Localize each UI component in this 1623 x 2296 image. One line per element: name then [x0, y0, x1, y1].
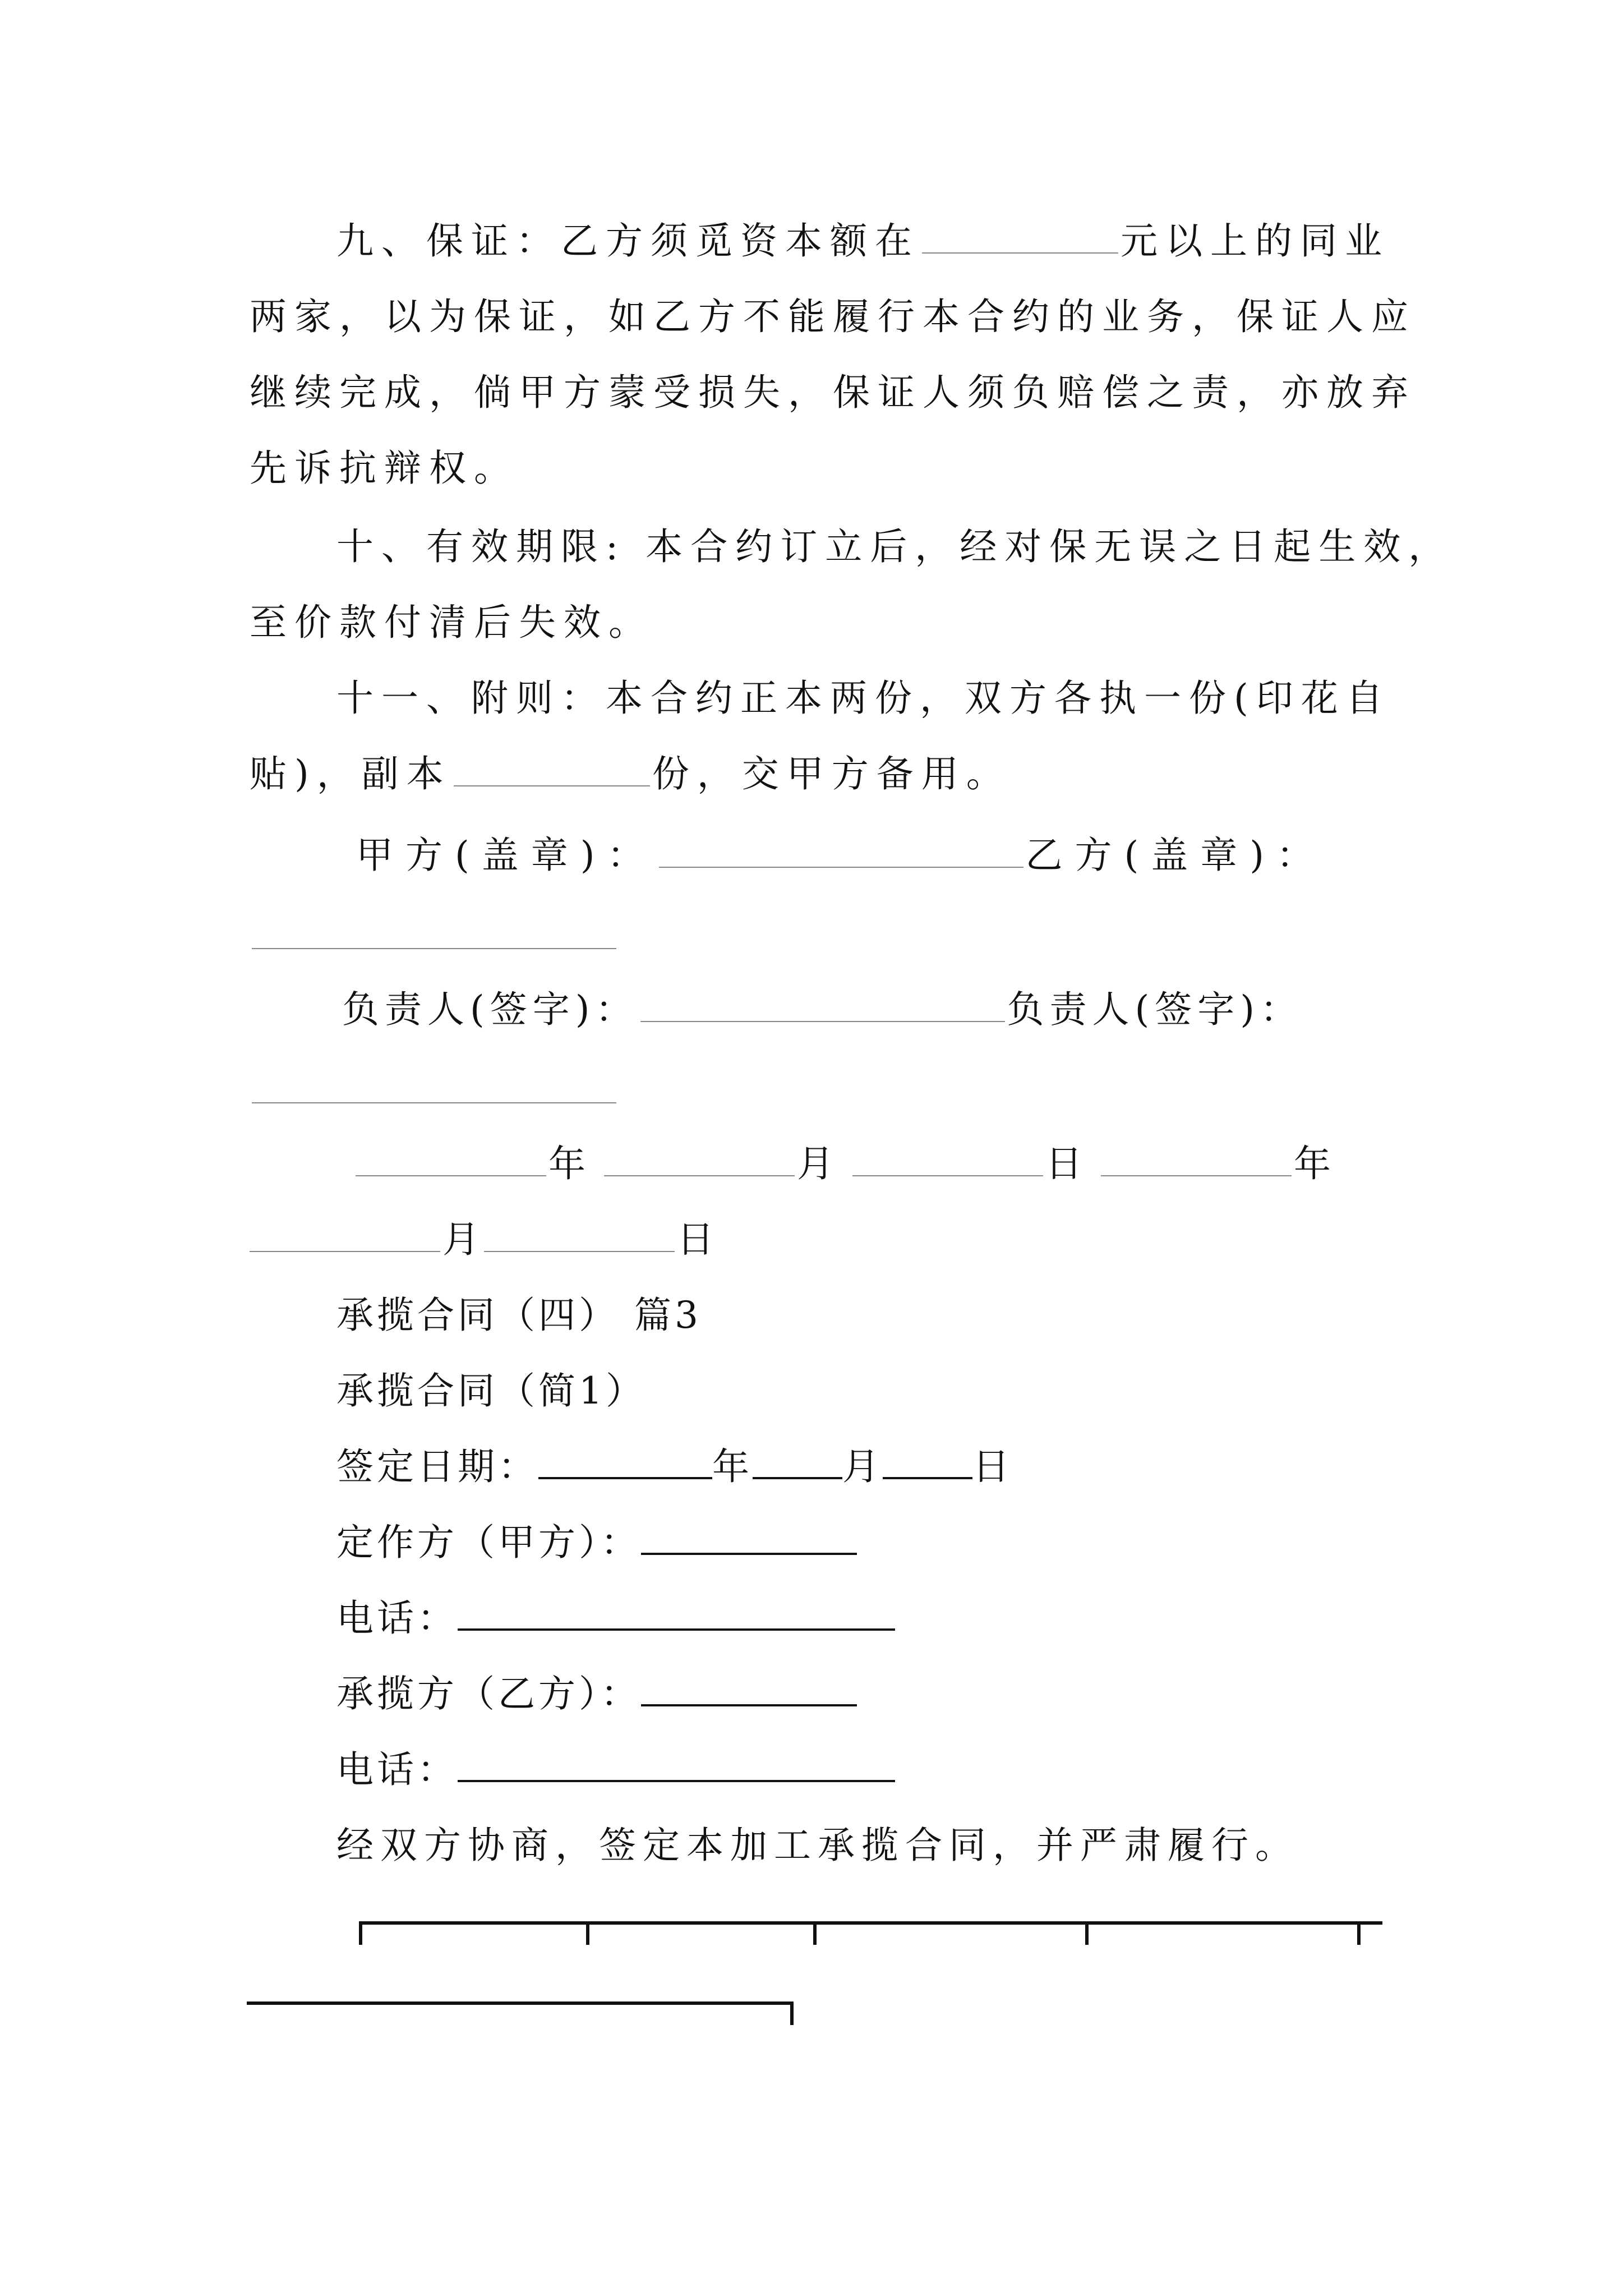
- table-row-right-tick: [790, 2001, 794, 2025]
- table-col-tick-4: [1357, 1921, 1361, 1945]
- sign-date-label: 签定日期：: [336, 1445, 538, 1488]
- seal-line: [356, 830, 1489, 881]
- day-b-blank[interactable]: [484, 1217, 675, 1252]
- party-a-seal-blank[interactable]: [659, 833, 1023, 868]
- clause-11-line-2: [250, 749, 1382, 799]
- sign-day-blank[interactable]: [883, 1443, 972, 1479]
- day-a-blank[interactable]: [852, 1142, 1043, 1176]
- year-b-blank[interactable]: [1101, 1142, 1292, 1176]
- agreement-text: 经双方协商，签定本加工承揽合同，并严肃履行。: [336, 1824, 1299, 1867]
- contractor-blank[interactable]: [641, 1671, 857, 1706]
- clause-11-line-1: 十一、附则：本合约正本两份，双方各执一份(印花自: [336, 677, 1391, 720]
- clause-9-text: 九、保证：乙方须觅资本额在: [336, 219, 920, 263]
- owner-row: [336, 1517, 1469, 1568]
- capital-amount-blank[interactable]: [922, 219, 1118, 254]
- contractor-row: [336, 1669, 1469, 1719]
- contractor-label: 承揽方（乙方）：: [336, 1672, 641, 1715]
- table-col-tick-2: [813, 1921, 817, 1945]
- clause-9-text-cont: 元以上的同业: [1121, 219, 1390, 263]
- principal-a-blank[interactable]: [640, 987, 1005, 1022]
- party-b-seal-blank[interactable]: [252, 914, 616, 949]
- year-a-label: 年: [548, 1142, 588, 1185]
- contractor-phone-row: [336, 1745, 1469, 1795]
- sign-year-blank[interactable]: [538, 1443, 712, 1479]
- principal-line: [342, 984, 1475, 1035]
- sign-date-row: [336, 1442, 1469, 1492]
- year-a-blank[interactable]: [356, 1142, 546, 1176]
- copies-count-blank[interactable]: [454, 752, 650, 786]
- year-b-label: 年: [1293, 1142, 1333, 1185]
- clause-9-line-2: 两家，以为保证，如乙方不能履行本合约的业务，保证人应: [250, 295, 1416, 338]
- clause-10-line-1: 十、有效期限: 本合约订立后，经对保无误之日起生效，: [336, 525, 1454, 568]
- table-col-tick-1: [586, 1921, 589, 1945]
- section-heading: 承揽合同（四） 篇3: [336, 1294, 702, 1337]
- month-b-label: 月: [442, 1218, 482, 1261]
- owner-phone-label: 电话：: [336, 1596, 458, 1640]
- table-row-border: [247, 2001, 794, 2005]
- contractor-phone-label: 电话：: [336, 1748, 458, 1791]
- table-col-tick-3: [1085, 1921, 1089, 1945]
- owner-label: 定作方（甲方）：: [336, 1521, 641, 1564]
- clause-11-text-cont: 份，交甲方备用。: [652, 752, 1011, 795]
- table-top-border: [359, 1921, 1382, 1925]
- owner-phone-blank[interactable]: [458, 1595, 895, 1631]
- owner-phone-row: [336, 1593, 1469, 1644]
- party-a-seal-label: 甲方(盖章)：: [356, 834, 657, 877]
- clause-11-text: 贴)，副本: [250, 752, 451, 795]
- sign-month-label: 月: [842, 1445, 883, 1488]
- principal-b-blank[interactable]: [252, 1069, 616, 1103]
- principal-a-label: 负责人(签字)：: [342, 988, 638, 1031]
- day-b-label: 日: [677, 1218, 716, 1261]
- party-b-seal-label: 乙方(盖章)：: [1025, 834, 1326, 877]
- date-line-1: [353, 1139, 1486, 1189]
- sign-year-label: 年: [712, 1445, 753, 1488]
- sign-month-blank[interactable]: [753, 1443, 842, 1479]
- clause-9-line-4: 先诉抗辩权。: [250, 447, 519, 490]
- sign-day-label: 日: [972, 1445, 1013, 1488]
- owner-blank[interactable]: [641, 1519, 857, 1555]
- month-a-blank[interactable]: [604, 1142, 795, 1176]
- date-line-2: [250, 1214, 1382, 1265]
- clause-10-line-2: 至价款付清后失效。: [250, 601, 653, 644]
- month-b-blank[interactable]: [250, 1217, 440, 1252]
- section-subtitle: 承揽合同（简1）: [336, 1369, 646, 1412]
- contractor-phone-blank[interactable]: [458, 1746, 895, 1782]
- principal-b-label: 负责人(签字)：: [1007, 988, 1303, 1031]
- table-left-tick: [359, 1921, 362, 1945]
- clause-9-line-3: 继续完成，倘甲方蒙受损失，保证人须负赔偿之责，亦放弃: [250, 371, 1416, 414]
- clause-9-line-1: [336, 216, 1469, 266]
- month-a-label: 月: [796, 1142, 836, 1185]
- day-a-label: 日: [1045, 1142, 1085, 1185]
